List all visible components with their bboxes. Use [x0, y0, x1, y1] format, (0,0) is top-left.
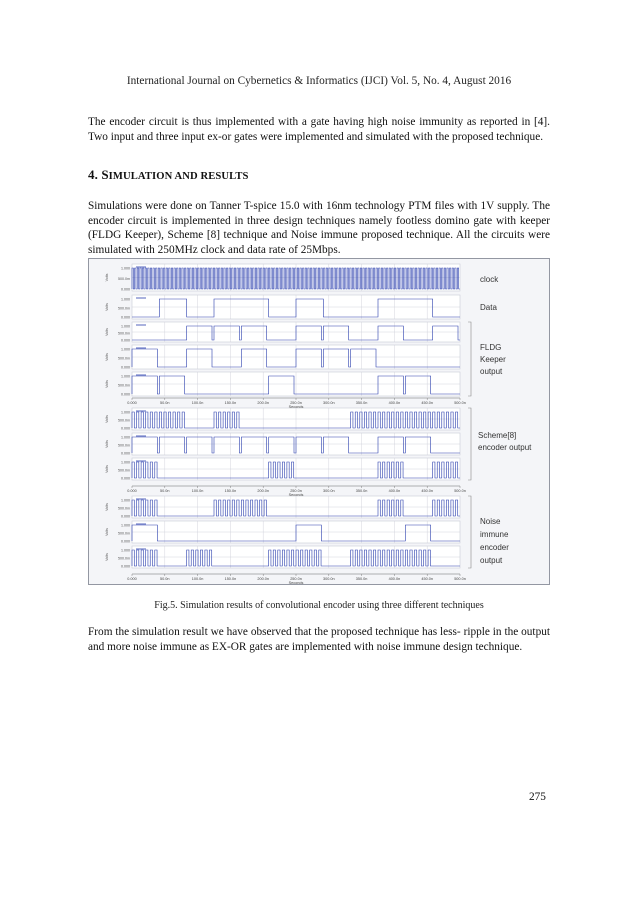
time-tick-label: 200.0n — [257, 401, 270, 405]
y-tick-label: 500.0m — [118, 506, 130, 511]
time-tick-label: 0.000 — [127, 577, 137, 581]
waveform-panel — [105, 433, 460, 456]
y-tick-label: 0.000 — [121, 338, 130, 343]
paragraph-conclusion: From the simulation result we have observed that the proposed technique has less- ripple in the output and more noise immune as EX-OR gates are implemented with noise immune design technique. — [88, 626, 550, 653]
y-unit-label: Volts — [105, 328, 109, 336]
y-unit-label: Volts — [105, 553, 109, 561]
time-tick-label: 500.0n — [454, 489, 466, 493]
time-tick-label: 300.0n — [322, 489, 335, 493]
group-label-scheme: Scheme[8] — [478, 431, 517, 440]
time-tick-label: 300.0n — [322, 577, 335, 581]
y-tick-label: 0.000 — [121, 451, 130, 456]
time-tick-label: 50.0n — [160, 489, 170, 493]
y-tick-label: 500.0m — [118, 277, 130, 281]
time-tick-label: 50.0n — [160, 577, 170, 581]
x-axis-label: Seconds — [288, 581, 304, 585]
waveform-panel — [105, 521, 460, 544]
y-tick-label: 0.000 — [121, 539, 130, 544]
y-unit-label: Volts — [105, 415, 109, 423]
time-tick-label: 400.0n — [388, 401, 401, 405]
waveform-panel — [105, 264, 460, 292]
y-unit-label: Volts — [105, 303, 109, 311]
x-axis-label: Seconds — [288, 405, 304, 409]
y-tick-label: 1.000 — [121, 347, 130, 352]
page-number: 275 — [529, 791, 546, 803]
time-tick-label: 350.0n — [355, 401, 368, 405]
group-label-noise: encoder — [480, 543, 509, 552]
y-tick-label: 1.000 — [121, 266, 130, 271]
y-unit-label: Volts — [105, 465, 109, 473]
x-axis-label: Seconds — [288, 493, 304, 497]
time-tick-label: 350.0n — [355, 489, 368, 493]
y-unit-label: Volts — [105, 273, 109, 282]
y-tick-label: 1.000 — [121, 374, 130, 379]
group-label-noise: immune — [480, 530, 509, 539]
group-label-noise: Noise — [480, 517, 501, 526]
time-tick-label: 50.0n — [160, 401, 170, 405]
waveform-panel — [105, 295, 460, 320]
time-tick-label: 150.0n — [224, 489, 237, 493]
y-unit-label: Volts — [105, 440, 109, 448]
time-tick-label: 100.0n — [191, 401, 204, 405]
time-tick-label: 200.0n — [257, 577, 270, 581]
time-tick-label: 350.0n — [355, 577, 368, 581]
y-unit-label: Volts — [105, 380, 109, 388]
y-tick-label: 500.0m — [118, 531, 130, 536]
y-tick-label: 500.0m — [118, 383, 130, 388]
y-unit-label: Volts — [105, 528, 109, 536]
time-tick-label: 100.0n — [191, 489, 204, 493]
simulation-figure — [88, 258, 550, 585]
waveform-panel — [105, 345, 460, 370]
waveform-panel — [105, 408, 460, 431]
time-tick-label: 500.0n — [454, 401, 466, 405]
figure-caption: Fig.5. Simulation results of convolutional encoder using three different techniques — [154, 600, 484, 611]
y-tick-label: 1.000 — [121, 297, 130, 302]
y-tick-label: 500.0m — [118, 331, 130, 336]
time-tick-label: 400.0n — [388, 489, 401, 493]
group-label-fldg: FLDG — [480, 343, 502, 352]
y-tick-label: 1.000 — [121, 460, 130, 465]
time-tick-label: 450.0n — [421, 489, 434, 493]
y-unit-label: Volts — [105, 503, 109, 511]
running-header: International Journal on Cybernetics & Informatics (IJCI) Vol. 5, No. 4, August 2016 — [126, 75, 512, 87]
y-tick-label: 500.0m — [118, 306, 130, 311]
y-tick-label: 1.000 — [121, 498, 130, 503]
section-title-initial: S — [101, 167, 109, 182]
time-tick-label: 450.0n — [421, 577, 434, 581]
group-label-noise: output — [480, 556, 503, 565]
y-tick-label: 1.000 — [121, 435, 130, 440]
time-tick-label: 450.0n — [421, 401, 434, 405]
y-tick-label: 0.000 — [121, 426, 130, 431]
time-tick-label: 200.0n — [257, 489, 270, 493]
y-tick-label: 1.000 — [121, 548, 130, 553]
group-label-scheme: encoder output — [478, 443, 532, 452]
paragraph-intro: The encoder circuit is thus implemented with a gate having high noise immunity as reported in [4]. Two input and three input ex-or gates were implemented and simulated with the proposed technique. — [88, 116, 550, 143]
time-tick-label: 250.0n — [290, 489, 302, 493]
y-tick-label: 1.000 — [121, 324, 130, 329]
section-title-rest: IMULATION AND RESULTS — [108, 171, 249, 182]
section-number: 4. — [88, 167, 98, 182]
paragraph-simulation: Simulations were done on Tanner T-spice 15.0 with 16nm technology PTM files with 1V supply. The encoder circuit is implemented in three design techniques namely footless domino gate with keeper (FLDG Keeper), Scheme [8] technique and Noise immune proposed technique. All the circuits were simulated with 250MHz clock and data rate of 25Mbps. — [88, 200, 550, 256]
y-tick-label: 500.0m — [118, 356, 130, 361]
group-label-fldg: output — [480, 367, 503, 376]
y-unit-label: Volts — [105, 353, 109, 361]
y-tick-label: 0.000 — [121, 392, 130, 397]
section-heading — [88, 167, 249, 183]
group-label-clock: clock — [480, 275, 499, 284]
y-tick-label: 0.000 — [121, 476, 130, 481]
time-tick-label: 0.000 — [127, 401, 137, 405]
time-tick-label: 400.0n — [388, 577, 401, 581]
time-tick-label: 150.0n — [224, 401, 237, 405]
y-tick-label: 1.000 — [121, 410, 130, 415]
y-tick-label: 0.000 — [121, 564, 130, 569]
y-tick-label: 500.0m — [118, 556, 130, 561]
group-label-data: Data — [480, 303, 497, 312]
time-tick-label: 150.0n — [224, 577, 237, 581]
time-tick-label: 0.000 — [127, 489, 137, 493]
y-tick-label: 1.000 — [121, 523, 130, 528]
y-tick-label: 0.000 — [121, 365, 130, 370]
y-tick-label: 500.0m — [118, 418, 130, 423]
time-tick-label: 300.0n — [322, 401, 335, 405]
time-tick-label: 250.0n — [290, 577, 302, 581]
waveform-panel — [105, 322, 460, 343]
waveform-panel — [105, 372, 460, 397]
time-tick-label: 250.0n — [290, 401, 302, 405]
waveform-panel — [105, 496, 460, 519]
y-tick-label: 0.000 — [121, 315, 130, 320]
y-tick-label: 0.000 — [121, 514, 130, 519]
time-tick-label: 100.0n — [191, 577, 204, 581]
y-tick-label: 500.0m — [118, 443, 130, 448]
y-tick-label: 0.000 — [121, 287, 130, 292]
y-tick-label: 500.0m — [118, 468, 130, 473]
waveform-panel — [105, 546, 460, 569]
group-label-fldg: Keeper — [480, 355, 506, 364]
waveform-panel — [105, 458, 460, 481]
time-tick-label: 500.0n — [454, 577, 466, 581]
